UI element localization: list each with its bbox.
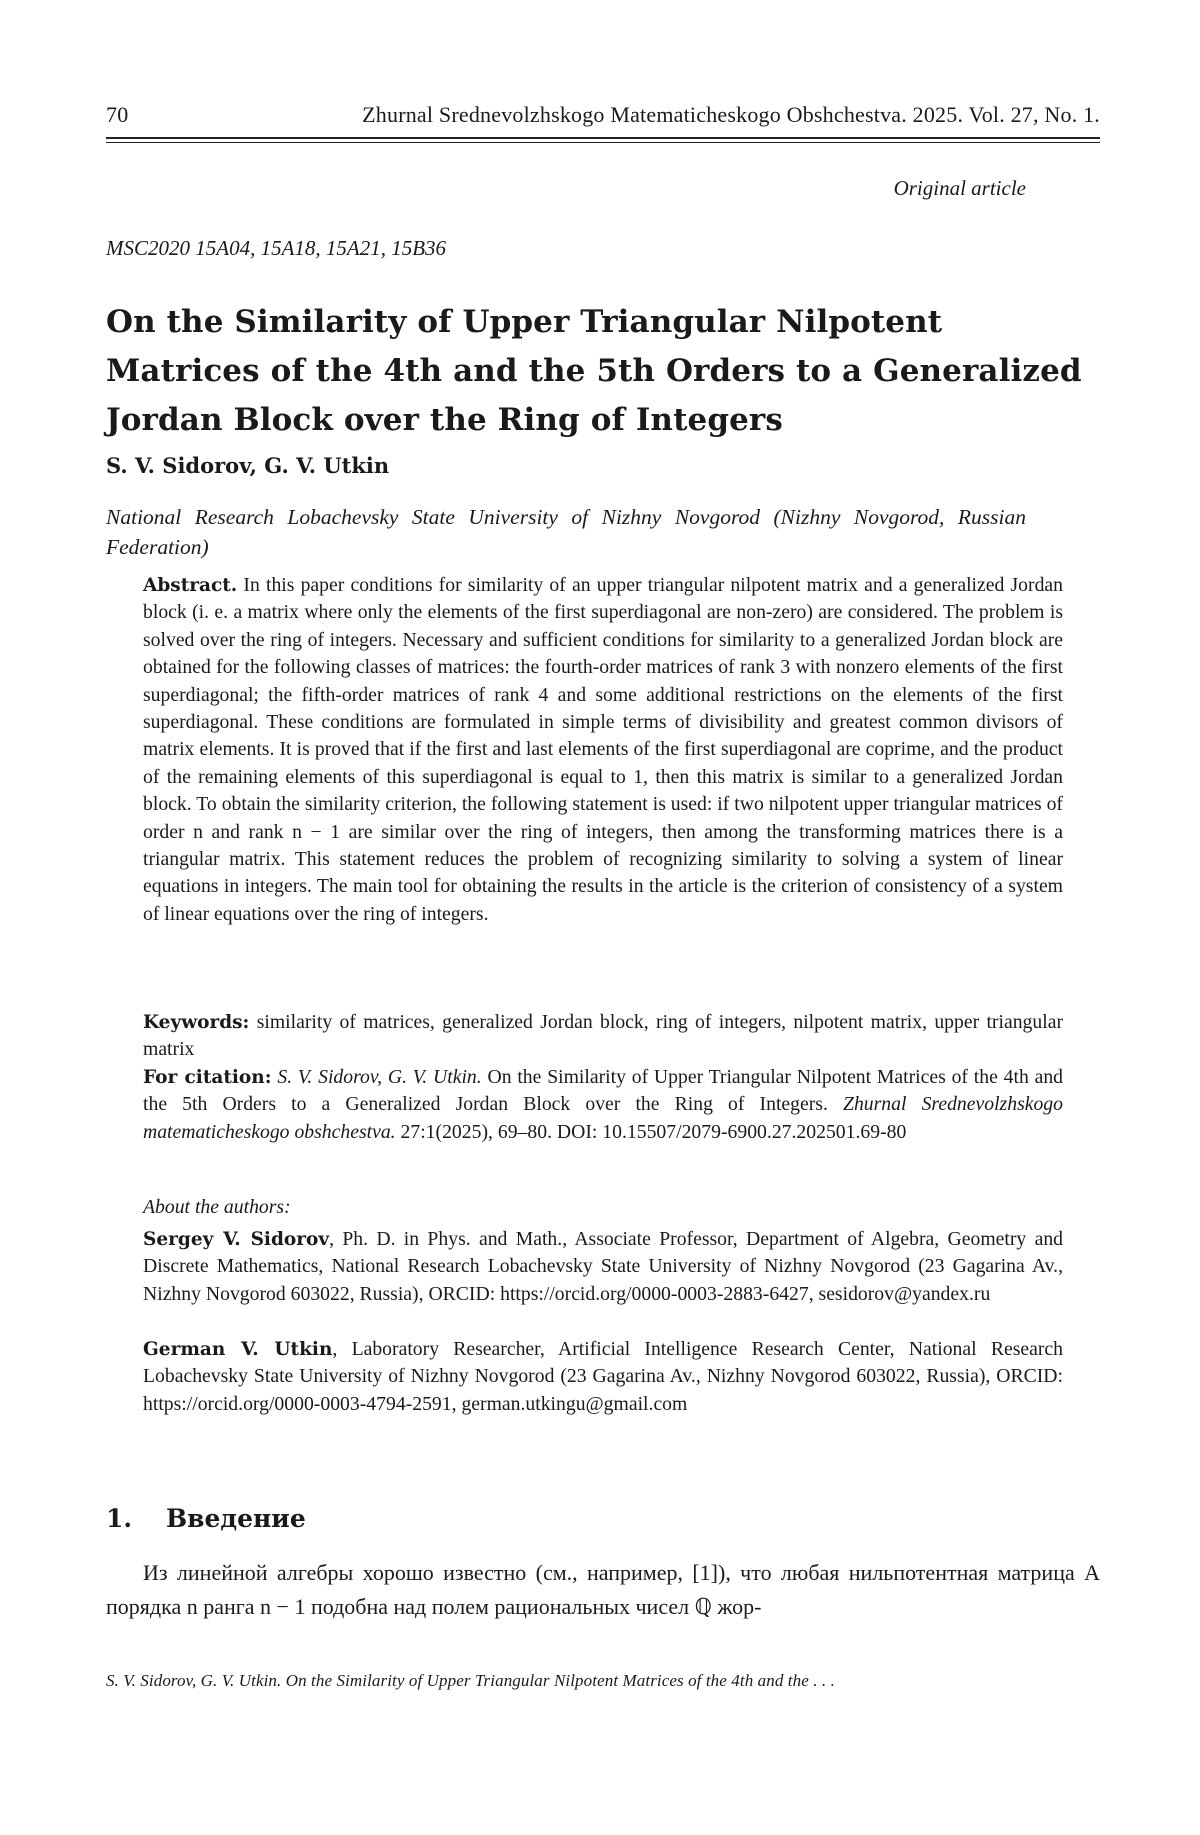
abstract-text: In this paper conditions for similarity of an upper triangular nilpotent matrix and a generalized Jordan block (i. e. a matrix where only the elements of the first superdiagonal are non-zero) are considered. The problem is solved over the ring of integers. Necessary and sufficient conditions for similarity to a generalized Jordan block are obtained for the following classes of matrices: the fourth-order matrices of rank 3 with nonzero elements of the first superdiagonal; the fifth-order matrices of rank 4 and some additional restrictions on the elements of the first superdiagonal. These conditions are formulated in simple terms of divisibility and greatest common divisors of matrix elements. It is proved that if the first and last elements of the first superdiagonal are coprime, and the product of the remaining elements of this superdiagonal is equal to 1, then this matrix is similar to a generalized Jordan block. To obtain the similarity criterion, the following statement is used: if two nilpotent upper triangular matrices of order n and rank n − 1 are similar over the ring of integers, then among the transforming matrices there is a triangular matrix. This statement reduces the problem of recognizing similarity to solving a system of linear equations in integers. The main tool for obtaining the results in the article is the criterion of consistency of a system of linear equations over the ring of integers. xyxy=(143,574,1063,925)
author-name: German V. Utkin xyxy=(143,1339,333,1360)
msc-codes: MSC2020 15A04, 15A18, 15A21, 15B36 xyxy=(106,236,447,260)
body-paragraph: Из линейной алгебры хорошо известно (см., например, [1]), что любая нильпотентная матрица A порядка n ранга n − 1 подобна над полем рациональных чисел ℚ жор- xyxy=(106,1560,1100,1619)
keywords-label: Keywords: xyxy=(143,1012,250,1033)
author-bio xyxy=(143,1336,1063,1418)
page-footer: S. V. Sidorov, G. V. Utkin. On the Similarity of Upper Triangular Nilpotent Matrices of the 4th and the . . . xyxy=(106,1671,835,1690)
paper-authors: S. V. Sidorov, G. V. Utkin xyxy=(106,453,390,478)
running-head xyxy=(106,102,1100,128)
author-details: , Laboratory Researcher, Artificial Intelligence Research Center, National Research Lobachevsky State University of Nizhny Novgorod (23 Gagarina Av., Nizhny Novgorod 603022, Russia), ORCID: https://orcid.org/0000-0003-4794-2591, german.utkingu@gmail.com xyxy=(143,1338,1064,1415)
abstract-label: Abstract. xyxy=(143,575,238,596)
citation-authors: S. V. Sidorov, G. V. Utkin. xyxy=(277,1066,482,1088)
author-name: Sergey V. Sidorov xyxy=(143,1229,330,1250)
citation-title: On the Similarity of Upper Triangular Nilpotent Matrices of the 4th and the 5th Orders to a Generalized Jordan Block over the Ring of Integers. xyxy=(143,1066,1064,1116)
section-heading xyxy=(106,1504,306,1533)
abstract xyxy=(143,572,1063,928)
journal-title: Zhurnal Srednevolzhskogo Matematicheskogo Obshchestva. 2025. Vol. 27, No. 1. xyxy=(362,102,1100,127)
keywords-text: similarity of matrices, generalized Jordan block, ring of integers, nilpotent matrix, upper triangular matrix xyxy=(143,1011,1063,1061)
citation xyxy=(143,1064,1063,1146)
citation-details: 27:1(2025), 69–80. DOI: 10.15507/2079-6900.27.202501.69-80 xyxy=(400,1120,907,1143)
section-number: 1. xyxy=(106,1504,133,1533)
header-rule-thin xyxy=(106,142,1100,143)
about-authors-label: About the authors: xyxy=(143,1196,291,1218)
citation-label: For citation: xyxy=(143,1067,272,1088)
header-rule-thick xyxy=(106,137,1100,139)
section-title: Введение xyxy=(166,1504,306,1533)
article-type: Original article xyxy=(893,176,1026,200)
author-details: , Ph. D. in Phys. and Math., Associate Professor, Department of Algebra, Geometry and Discrete Mathematics, National Research Lobachevsky State University of Nizhny Novgorod (23 Gagarina Av., Nizhny Novgorod 603022, Russia), ORCID: https://orcid.org/0000-0003-2883-6427, sesidorov@yandex.ru xyxy=(143,1228,1064,1305)
paper-title: On the Similarity of Upper Triangular Nilpotent Matrices of the 4th and the 5th Orders to a Generalized Jordan Block over the Ring of Integers xyxy=(106,304,1082,438)
page-number: 70 xyxy=(106,102,129,127)
affiliation: National Research Lobachevsky State University of Nizhny Novgorod (Nizhny Novgorod, Russian Federation) xyxy=(106,505,1026,559)
citation-journal: Zhurnal Srednevolzhskogo matematicheskogo obshchestva. xyxy=(143,1093,1063,1143)
keywords xyxy=(143,1009,1063,1064)
author-bio xyxy=(143,1226,1063,1308)
